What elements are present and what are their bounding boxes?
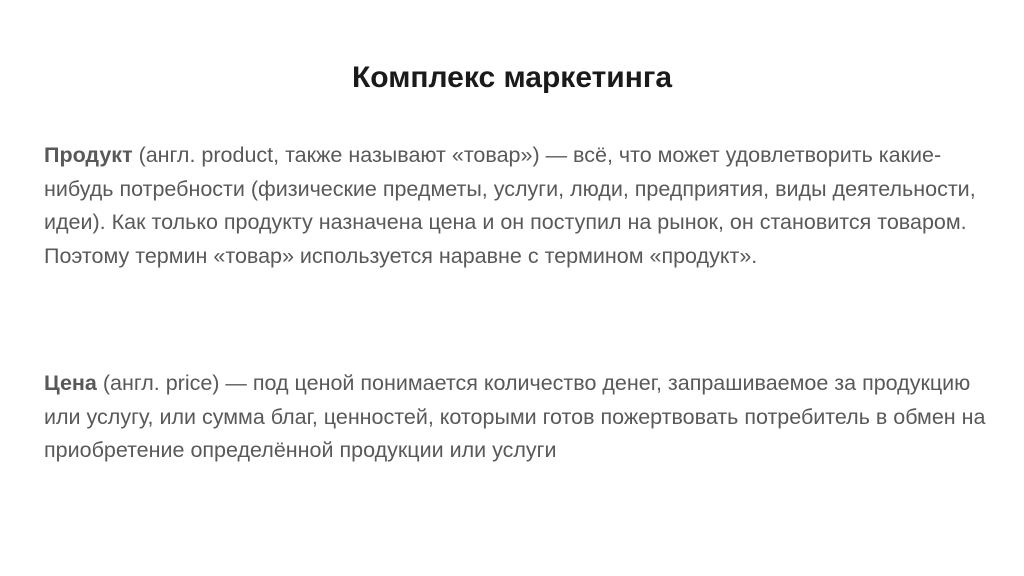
price-term: Цена — [44, 371, 97, 395]
product-definition: (англ. product, также называют «товар») — всё, что может удовлетворить какие-нибудь потребности (физические предметы, услуги, люди, предприятия, виды деятельности, идеи). Как только продукту назначена цена и он поступил на рынок, он становится товаром. Поэтому термин «товар» используется наравне с термином «продукт». — [44, 143, 976, 268]
price-definition: (англ. price) — под ценой понимается количество денег, запрашиваемое за продукцию или услугу, или сумма благ, ценностей, которыми готов пожертвовать потребитель в обмен на приобретение определённой продукции или услуги — [44, 371, 986, 462]
slide-title: Комплекс маркетинга — [351, 61, 673, 94]
product-paragraph — [44, 139, 994, 273]
product-term: Продукт — [44, 143, 133, 167]
price-paragraph — [44, 367, 994, 468]
